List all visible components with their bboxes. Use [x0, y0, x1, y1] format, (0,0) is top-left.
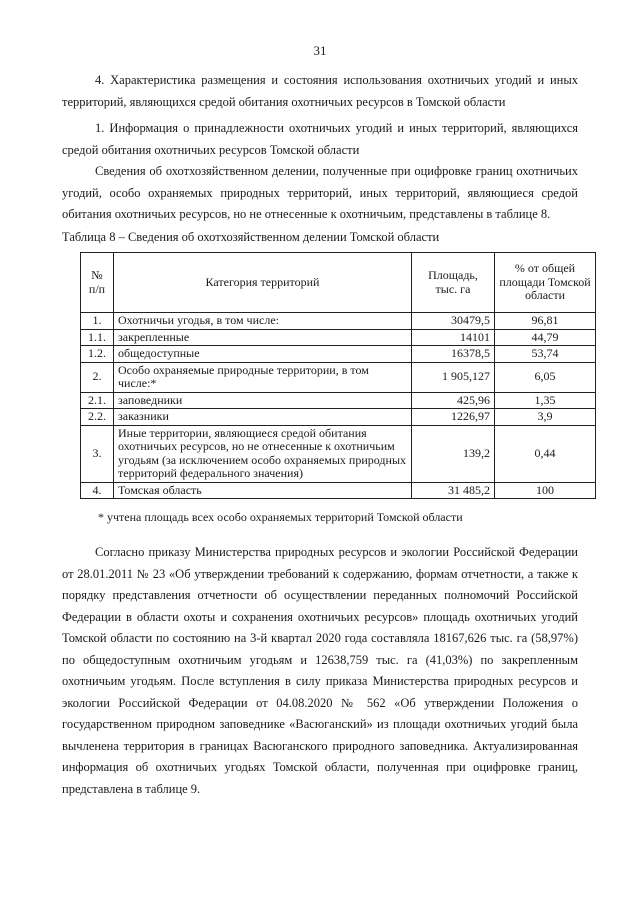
header-area: Площадь, тыс. га [412, 253, 495, 313]
row-num: 1. [81, 313, 114, 330]
row-category: Особо охраняемые природные территории, в том числе:* [114, 362, 412, 392]
row-area: 1 905,127 [412, 362, 495, 392]
row-category: Охотничьи угодья, в том числе: [114, 313, 412, 330]
row-area: 31 485,2 [412, 482, 495, 499]
row-category: закрепленные [114, 329, 412, 346]
section-heading: 4. Характеристика размещения и состояния использования охотничьих угодий и иных территорий, являющихся средой обитания охотничьих ресурсов в Томской области [62, 73, 578, 109]
table-row [81, 362, 596, 392]
row-area: 16378,5 [412, 346, 495, 363]
row-area: 1226,97 [412, 409, 495, 426]
row-percent: 96,81 [495, 313, 596, 330]
row-category: заказники [114, 409, 412, 426]
table-row [81, 425, 596, 482]
row-percent: 100 [495, 482, 596, 499]
row-num: 2.1. [81, 392, 114, 409]
row-category: Иные территории, являющиеся средой обитания охотничьих ресурсов, но не отнесенные к охотничьим угодьям (за исключением особо охраняемых природных территорий федерального значения) [114, 425, 412, 482]
row-area: 139,2 [412, 425, 495, 482]
body-paragraph: Согласно приказу Министерства природных ресурсов и экологии Российской Федерации от 28.01.2011 № 23 «Об утверждении требований к содержанию, формам отчетности, а также к порядку представления отчетности об осуществлении переданных полномочий Российской Федерации в области охоты и сохранения охотничьих ресурсов» площадь охотничьих угодий Томской области по состоянию на 3-й квартал 2020 года составляла 18167,626 тыс. га (58,97%) по общедоступным охотничьим угодьям и 12638,759 тыс. га (41,03%) по закрепленным охотничьим угодьям. После вступления в силу приказа Министерства природных ресурсов и экологии Российской Федерации от 04.08.2020 № 562 «Об утверждении Положения о государственном природном заповеднике «Васюганский» из площади охотничьих угодий была вычленена территория в границах Васюганского природного заповедника. Актуализированная информация об охотничьих угодьях Томской области, полученная при оцифровке границ, представлена в таблице 9. [62, 545, 578, 796]
page-number: 31 [313, 43, 327, 58]
table-header-row [81, 253, 596, 313]
row-num: 2. [81, 362, 114, 392]
row-category: общедоступные [114, 346, 412, 363]
row-num: 3. [81, 425, 114, 482]
row-num: 2.2. [81, 409, 114, 426]
row-percent: 6,05 [495, 362, 596, 392]
row-percent: 3,9 [495, 409, 596, 426]
header-percent: % от общей площади Томской области [495, 253, 596, 313]
table-row [81, 329, 596, 346]
row-area: 30479,5 [412, 313, 495, 330]
table-footnote: * учтена площадь всех особо охраняемых территорий Томской области [98, 510, 463, 524]
hunting-division-table [80, 252, 596, 499]
table-row [81, 313, 596, 330]
row-percent: 44,79 [495, 329, 596, 346]
table-row [81, 392, 596, 409]
table-row [81, 409, 596, 426]
row-category: Томская область [114, 482, 412, 499]
row-num: 4. [81, 482, 114, 499]
row-category: заповедники [114, 392, 412, 409]
header-category: Категория территорий [114, 253, 412, 313]
subsection-heading: 1. Информация о принадлежности охотничьих угодий и иных территорий, являющихся средой обитания охотничьих ресурсов Томской области [62, 121, 578, 157]
row-area: 14101 [412, 329, 495, 346]
row-num: 1.2. [81, 346, 114, 363]
intro-paragraph: Сведения об охотхозяйственном делении, полученные при оцифровке границ охотничьих угодий, особо охраняемых природных территорий, иных территорий, являющиеся средой обитания охотничьих ресурсов, но не отнесенные к охотничьим, представлены в таблице 8. [62, 164, 578, 221]
table-caption: Таблица 8 – Сведения об охотхозяйственном делении Томской области [62, 230, 440, 244]
row-percent: 53,74 [495, 346, 596, 363]
table-row [81, 346, 596, 363]
row-percent: 0,44 [495, 425, 596, 482]
row-percent: 1,35 [495, 392, 596, 409]
header-num: № п/п [81, 253, 114, 313]
row-area: 425,96 [412, 392, 495, 409]
row-num: 1.1. [81, 329, 114, 346]
table-row [81, 482, 596, 499]
